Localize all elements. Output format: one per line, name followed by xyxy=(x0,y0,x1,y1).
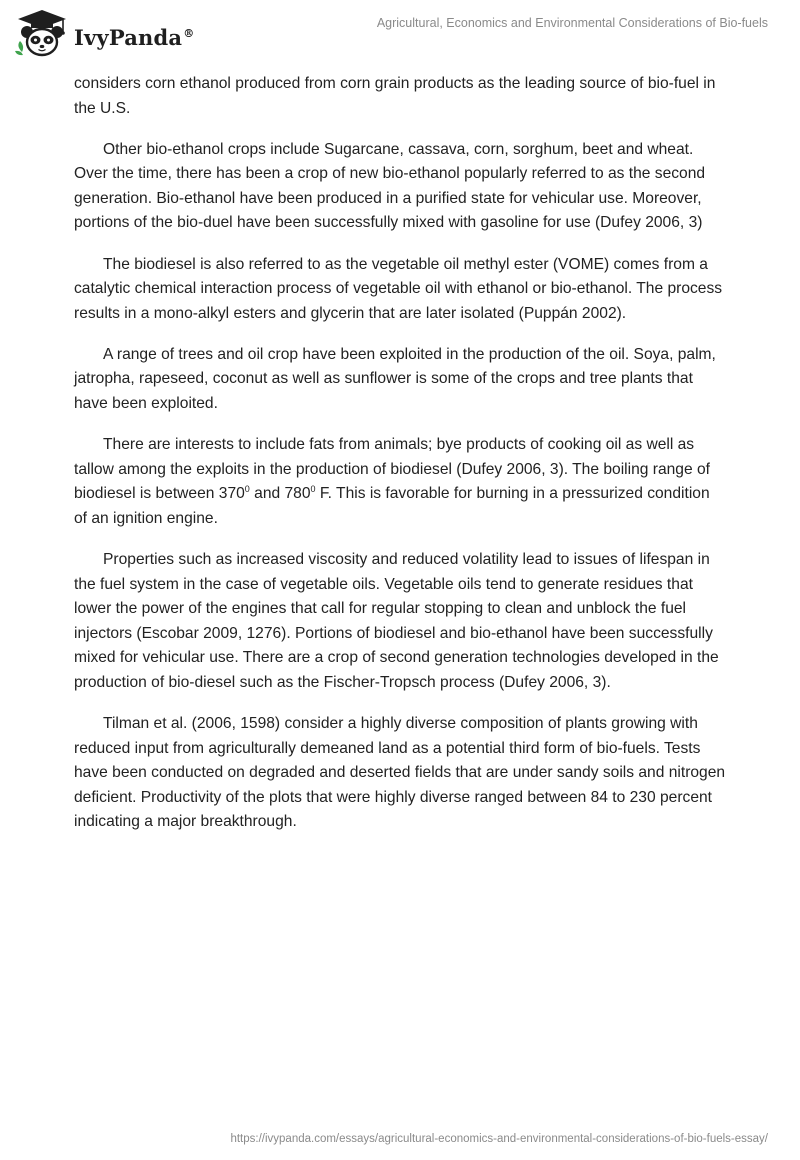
paragraph-biodiesel-vome: The biodiesel is also referred to as the vegetable oil methyl ester (VOME) comes from a catalytic chemical interaction process of vegetable oil with ethanol or bio-ethanol. The process results in a mono-alkyl esters and glycerin that are later isolated (Puppán 2002). xyxy=(74,255,723,322)
paragraph-vegetable-oil-properties: Properties such as increased viscosity and reduced volatility lead to issues of lifespan in the fuel system in the case of vegetable oils. Vegetable oils tend to generate residues that lower the power of the engines that call for regular stopping to clean and unblock the fuel injectors (Escobar 2009, 1276). Portions of biodiesel and bio-ethanol have been successfully mixed for vehicular use. There are a crop of second generation technologies developed in the production of bio-diesel such as the Fischer-Tropsch process (Dufey 2006, 3). xyxy=(74,551,719,691)
paragraph-continued: considers corn ethanol produced from corn grain products as the leading source of bio-fuel in the U.S. xyxy=(74,75,716,117)
superscript-2: 0 xyxy=(310,484,316,495)
boiling-text-1: There are interests to include fats from animals; bye products of cooking oil as well as tallow among the exploits in the production of biodiesel (Dufey 2006, 3). The boiling range of biodiesel is between 370 xyxy=(74,436,710,503)
page-header xyxy=(0,0,800,70)
essay-body xyxy=(74,72,726,852)
paragraph-bioethanol-crops: Other bio-ethanol crops include Sugarcane, cassava, corn, sorghum, beet and wheat. Over the time, there has been a crop of new bio-ethanol popularly referred to as the second generation. Bio-ethanol have been produced in a purified state for vehicular use. Moreover, portions of the bio-duel have been successfully mixed with gasoline for use (Dufey 2006, 3) xyxy=(74,140,706,232)
registered-mark: ® xyxy=(183,26,195,40)
source-url-link[interactable]: https://ivypanda.com/essays/agricultural-economics-and-environmental-considerations-of-bio-fuels-essay/ xyxy=(230,1133,768,1145)
document-title: Agricultural, Economics and Environmental Considerations of Bio-fuels xyxy=(376,16,768,30)
paragraph-boiling-range xyxy=(74,433,726,531)
boiling-text-2: and 780 xyxy=(249,485,311,503)
brand-name xyxy=(74,25,194,50)
paragraph-third-generation: Tilman et al. (2006, 1598) consider a highly diverse composition of plants growing with reduced input from agriculturally demeaned land as a potential third form of bio-fuels. Tests have been conducted on degraded and deserted fields that are under sandy soils and nitrogen deficient. Productivity of the plots that were highly diverse ranged between 84 to 230 percent indicating a major breakthrough. xyxy=(74,715,726,831)
boiling-text-3: F. This is favorable for burning in a pressurized condition of an ignition engine. xyxy=(74,485,710,527)
panda-graduate-logo-icon xyxy=(14,8,70,60)
paragraph-oil-crops: A range of trees and oil crop have been exploited in the production of the oil. Soya, palm, jatropha, rapeseed, coconut as well as sunflower is some of the crops and tree plants that have been exploited. xyxy=(74,345,716,413)
ivypanda-logo[interactable] xyxy=(14,8,194,60)
brand-name-text: IvyPanda xyxy=(74,24,183,50)
superscript-1: 0 xyxy=(244,484,250,495)
